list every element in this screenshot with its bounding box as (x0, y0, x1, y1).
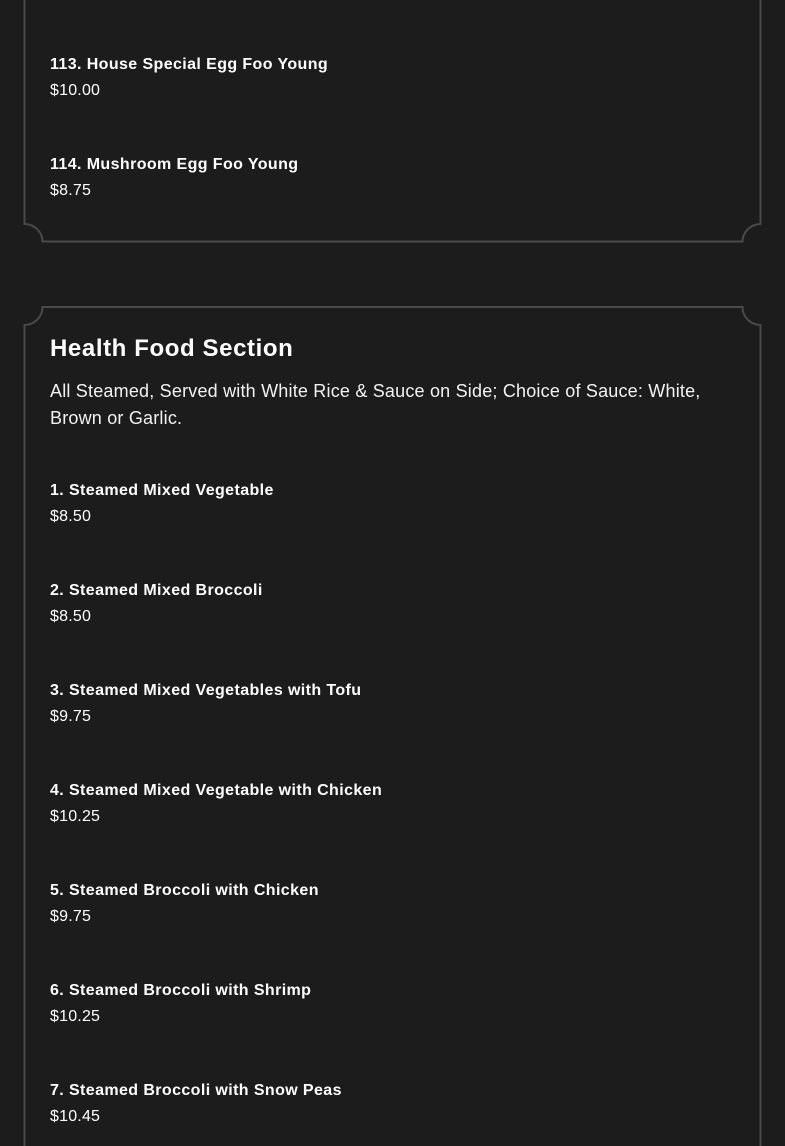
section-title: Health Food Section (50, 335, 294, 362)
menu-section-egg-foo-young (24, 0, 761, 242)
menu-item-name: 113. House Special Egg Foo Young (50, 56, 329, 73)
menu-item[interactable] (50, 781, 730, 827)
menu-item-price: $10.00 (50, 82, 101, 99)
menu-item-name: 5. Steamed Broccoli with Chicken (50, 882, 319, 899)
menu-item-name: 114. Mushroom Egg Foo Young (50, 156, 299, 173)
menu-item-name: 4. Steamed Mixed Vegetable with Chicken (50, 782, 383, 799)
menu-item-price: $10.45 (50, 1108, 101, 1125)
menu-item-name: 1. Steamed Mixed Vegetable (50, 482, 274, 499)
menu-item[interactable] (50, 155, 730, 201)
menu-item-price: $9.75 (50, 708, 92, 725)
menu-item-price: $8.50 (50, 508, 92, 525)
menu-item-name: 2. Steamed Mixed Broccoli (50, 582, 263, 599)
menu-item-price: $8.50 (50, 608, 92, 625)
menu-item-name: 3. Steamed Mixed Vegetables with Tofu (50, 682, 362, 699)
menu-item[interactable] (50, 981, 730, 1027)
menu-item[interactable] (50, 581, 730, 627)
section-description: All Steamed, Served with White Rice & Sauce on Side; Choice of Sauce: White, Brown or Garlic. (50, 381, 701, 428)
menu-item-name: 6. Steamed Broccoli with Shrimp (50, 982, 312, 999)
menu-item-price: $10.25 (50, 1008, 101, 1025)
menu-item[interactable] (50, 881, 730, 927)
menu-item[interactable] (50, 481, 730, 527)
menu-section-health-food (24, 306, 761, 1146)
section-border (24, 0, 761, 242)
menu-item-price: $10.25 (50, 808, 101, 825)
menu-item[interactable] (50, 1081, 730, 1127)
menu-item[interactable] (50, 681, 730, 727)
menu-item[interactable] (50, 55, 730, 101)
menu-item-name: 7. Steamed Broccoli with Snow Peas (50, 1082, 342, 1099)
menu-item-price: $9.75 (50, 908, 92, 925)
menu-item-price: $8.75 (50, 182, 92, 199)
